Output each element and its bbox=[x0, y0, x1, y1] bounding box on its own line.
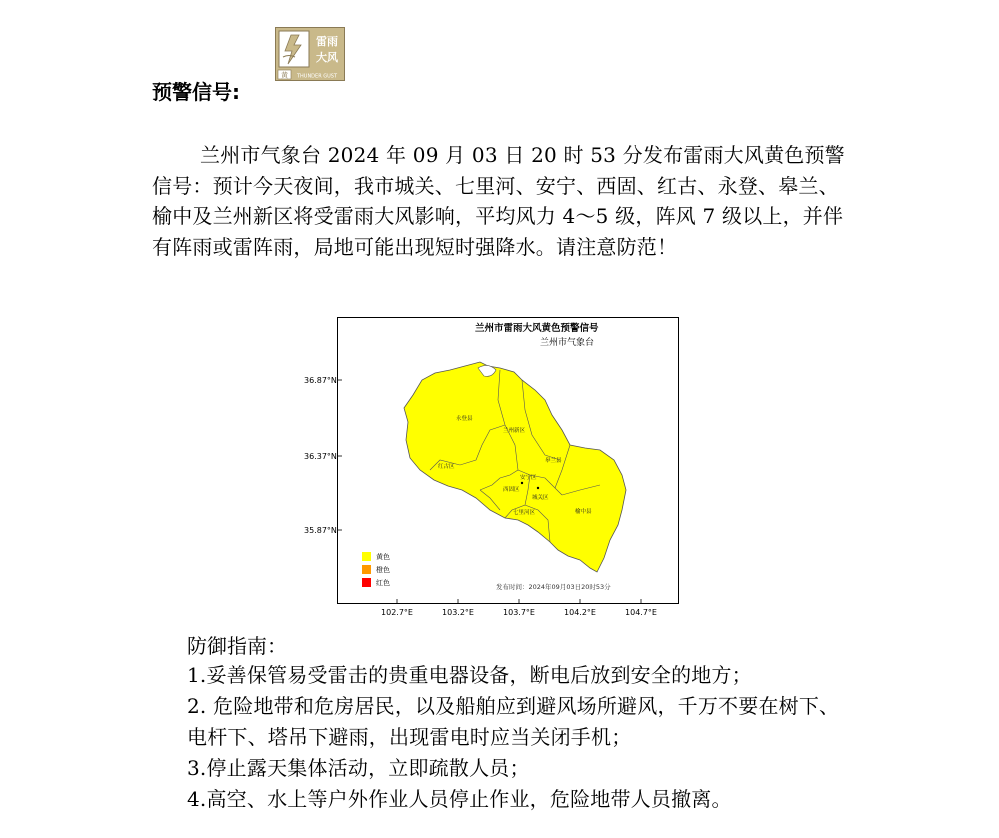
legend-swatch bbox=[362, 565, 371, 574]
issue-time: 发布时间：2024年09月03日20时53分 bbox=[496, 583, 611, 591]
guide-item: 4.高空、水上等户外作业人员停止作业，危险地带人员撤离。 bbox=[187, 787, 732, 811]
district-label: 西固区 bbox=[503, 487, 520, 493]
district-label: 安宁区 bbox=[520, 475, 537, 481]
lon-tick: 103.2°E bbox=[442, 608, 474, 617]
lat-tick: 35.87°N bbox=[304, 526, 337, 535]
warning-paragraph: 兰州市气象台 2024 年 09 月 03 日 20 时 53 分发布雷雨大风黄色预警信号：预计今天夜间，我市城关、七里河、安宁、西固、红古、永登、皋兰、榆中及兰州新区将受雷雨大风影响，平均风力 4～5 级，阵风 7 级以上，并伴有阵雨或雷阵雨，局地可能出现短时强降水。请注意防范！ bbox=[152, 143, 845, 259]
icon-footer: THUNDER GUST bbox=[296, 73, 338, 80]
map-subtitle: 兰州市气象台 bbox=[540, 338, 595, 348]
district-label: 城关区 bbox=[532, 495, 549, 501]
icon-line2: 大风 bbox=[316, 51, 338, 64]
icon-level: 黄 bbox=[281, 71, 288, 80]
district-label: 兰州新区 bbox=[503, 428, 526, 434]
legend-label: 橙色 bbox=[376, 565, 390, 574]
icon-line1: 雷雨 bbox=[316, 35, 338, 48]
legend-label: 红色 bbox=[376, 578, 390, 587]
lat-tick: 36.87°N bbox=[304, 376, 337, 385]
legend-swatch bbox=[362, 578, 371, 587]
guide-title: 防御指南： bbox=[187, 634, 287, 658]
legend-item bbox=[362, 576, 390, 589]
map-legend bbox=[362, 550, 390, 589]
lon-tick: 102.7°E bbox=[381, 608, 413, 617]
lon-tick: 104.2°E bbox=[564, 608, 596, 617]
legend-label: 黄色 bbox=[376, 552, 390, 561]
district-label: 皋兰县 bbox=[545, 458, 562, 464]
guide-list bbox=[187, 660, 857, 815]
legend-item bbox=[362, 563, 390, 576]
guide-item: 3.停止露天集体活动，立即疏散人员； bbox=[187, 756, 530, 780]
thunderstorm-wind-yellow-warning-icon bbox=[275, 27, 345, 81]
warning-map bbox=[300, 310, 700, 625]
district-label: 榆中县 bbox=[575, 509, 592, 515]
legend-swatch bbox=[362, 552, 371, 561]
guide-item: 2. 危险地带和危房居民，以及船舶应到避风场所避风，千万不要在树下、电杆下、塔吊下避雨，出现雷电时应当关闭手机； bbox=[187, 694, 840, 749]
lon-tick: 104.7°E bbox=[625, 608, 657, 617]
signal-label: 预警信号: bbox=[152, 80, 240, 104]
lat-tick: 36.37°N bbox=[304, 452, 337, 461]
district-label: 永登县 bbox=[456, 416, 473, 422]
district-label: 红古区 bbox=[438, 464, 455, 470]
map-svg bbox=[300, 310, 700, 625]
map-title: 兰州市雷雨大风黄色预警信号 bbox=[475, 323, 599, 334]
legend-item bbox=[362, 550, 390, 563]
lon-tick: 103.7°E bbox=[503, 608, 535, 617]
guide-item: 1.妥善保管易受雷击的贵重电器设备，断电后放到安全的地方； bbox=[187, 663, 752, 687]
district-label: 七里河区 bbox=[513, 510, 536, 516]
